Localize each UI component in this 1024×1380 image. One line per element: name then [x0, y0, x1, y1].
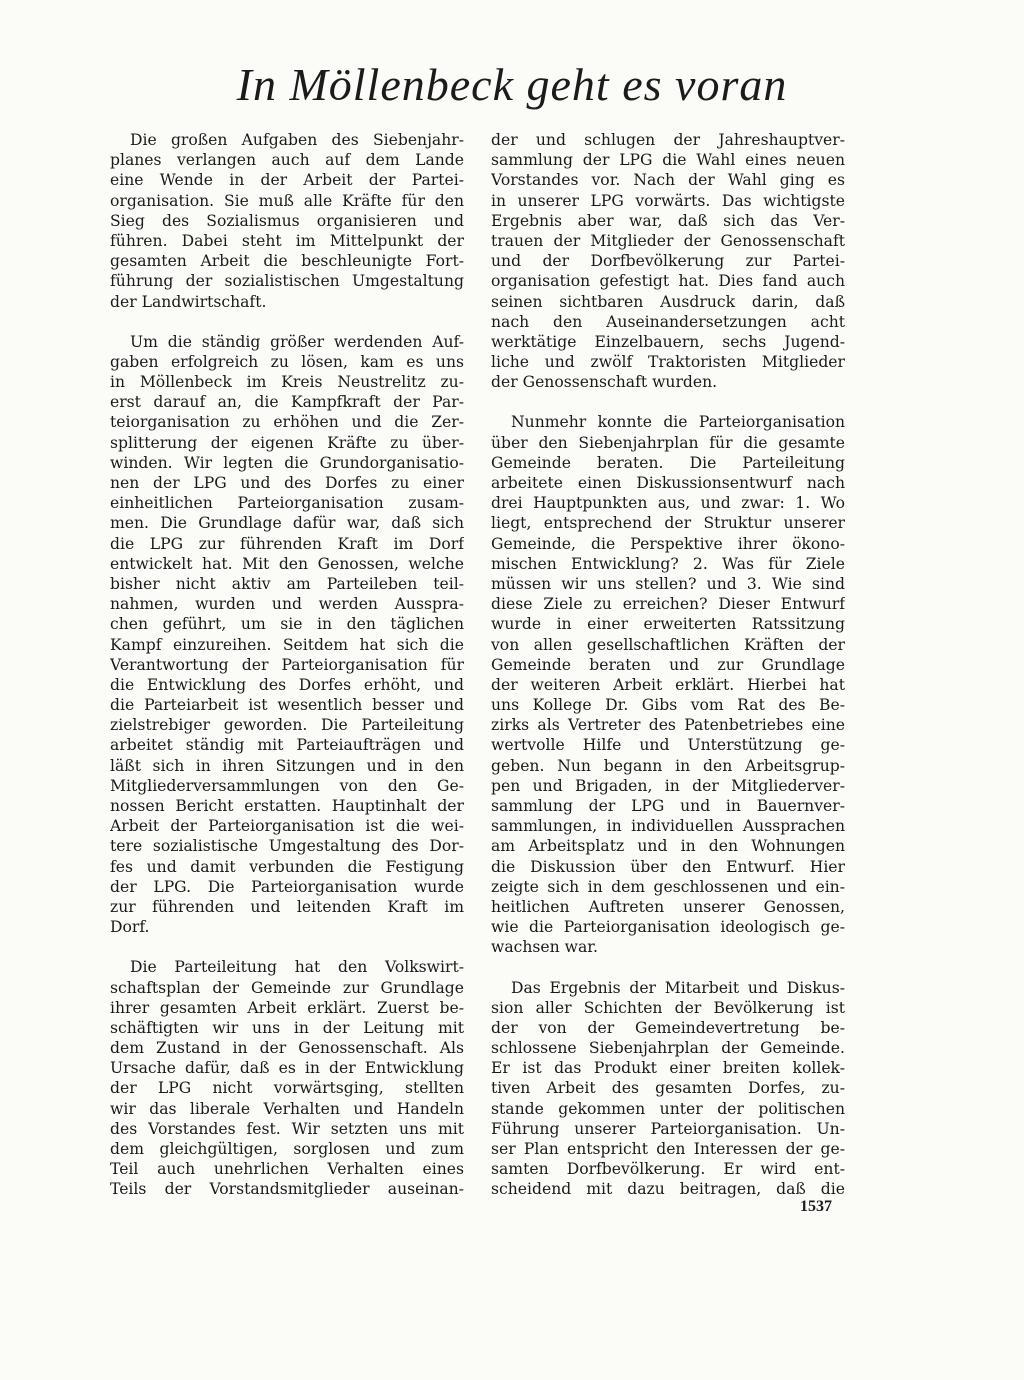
text-line: liegt, entsprechend der Struktur unserer	[491, 514, 845, 533]
right-column	[491, 130, 845, 1220]
text-line: müssen wir uns stellen? und 3. Wie sind	[491, 574, 845, 593]
text-line: geben. Nun begann in den Arbeitsgrup-	[491, 756, 845, 775]
text-line: der weiteren Arbeit erklärt. Hierbei hat	[491, 675, 845, 694]
text-line: planes verlangen auch auf dem Lande	[110, 151, 464, 170]
text-line: splitterung der eigenen Kräfte zu über-	[110, 433, 464, 452]
text-line: in Möllenbeck im Kreis Neustrelitz zu-	[110, 373, 464, 392]
text-line: bisher nicht aktiv am Parteileben teil-	[110, 574, 464, 593]
text-line: Gemeinde, die Perspektive ihrer ökono-	[491, 534, 845, 553]
text-line: entwickelt hat. Mit den Genossen, welche	[110, 554, 464, 573]
text-line: diese Ziele zu erreichen? Dieser Entwurf	[491, 595, 845, 614]
text-line: der und schlugen der Jahreshauptver-	[491, 131, 845, 149]
text-line: Ergebnis aber war, daß sich das Ver-	[491, 211, 845, 230]
text-line: von allen gesellschaftlichen Kräften der	[491, 635, 845, 654]
text-line: sion aller Schichten der Bevölkerung ist	[491, 998, 845, 1017]
text-line: ihrer gesamten Arbeit erklärt. Zuerst be-	[110, 998, 464, 1017]
paragraph	[110, 332, 464, 938]
text-line: teiorganisation zu erhöhen und die Zer-	[110, 413, 464, 432]
text-line: über den Siebenjahrplan für die gesamte	[491, 433, 845, 452]
text-line: wachsen war.	[491, 938, 598, 957]
text-line: heitlichen Auftreten unserer Genossen,	[491, 897, 845, 916]
text-line: Nunmehr konnte die Parteiorganisation	[511, 413, 845, 432]
text-line: die Entwicklung des Dorfes erhöht, und	[110, 675, 464, 694]
text-line: drei Hauptpunkten aus, und zwar: 1. Wo	[491, 494, 845, 513]
text-line: tere sozialistische Umgestaltung des Dor-	[110, 837, 464, 856]
text-line: in unserer LPG vorwärts. Das wichtigste	[491, 191, 845, 210]
text-line: wie die Parteiorganisation ideologisch ge-	[491, 918, 845, 937]
text-line: men. Die Grundlage dafür war, daß sich	[110, 514, 464, 533]
text-line: nach den Auseinandersetzungen acht	[491, 312, 845, 331]
left-column	[110, 130, 464, 1220]
text-line: Dorf.	[110, 918, 150, 937]
article-title: In Möllenbeck geht es voran	[236, 59, 788, 110]
text-line: trauen der Mitglieder der Genossenschaft	[491, 231, 845, 250]
text-line: Gemeinde beraten und zur Grundlage	[491, 655, 845, 674]
text-line: führen. Dabei steht im Mittelpunkt der	[110, 231, 464, 250]
text-line: organisation gefestigt hat. Dies fand auch	[491, 272, 845, 291]
text-line: schäftigten wir uns in der Leitung mit	[110, 1018, 464, 1037]
paragraph	[491, 978, 845, 1200]
text-line: am Arbeitsplatz und in den Wohnungen	[491, 837, 845, 856]
text-line: Verantwortung der Parteiorganisation für	[110, 655, 464, 674]
text-line: chen geführt, um sie in den täglichen	[110, 615, 464, 634]
text-line: gaben erfolgreich zu lösen, kam es uns	[110, 352, 464, 371]
text-line: werktätige Einzelbauern, sechs Jugend-	[491, 332, 845, 351]
text-line: wir das liberale Verhalten und Handeln	[110, 1099, 464, 1118]
text-line: die LPG zur führenden Kraft im Dorf	[110, 534, 464, 553]
text-line: Kampf einzureihen. Seitdem hat sich die	[110, 635, 464, 654]
text-line: samten Dorfbevölkerung. Er wird ent-	[491, 1160, 845, 1179]
text-line: mischen Entwicklung? 2. Was für Ziele	[491, 554, 845, 573]
text-line: tiven Arbeit des gesamten Dorfes, zu-	[491, 1079, 845, 1098]
text-line: wurde in einer erweiterten Ratssitzung	[491, 615, 845, 634]
paragraph	[110, 957, 464, 1199]
text-line: arbeitete einen Diskussionsentwurf nach	[491, 474, 845, 492]
text-line: Sieg des Sozialismus organisieren und	[110, 211, 464, 230]
text-line: nossen Bericht erstatten. Hauptinhalt der	[110, 797, 464, 815]
text-line: des Vorstandes fest. Wir setzten uns mit	[110, 1119, 464, 1138]
text-line: Die großen Aufgaben des Siebenjahr-	[130, 131, 464, 149]
text-line: zielstrebiger geworden. Die Parteileitung	[110, 716, 464, 735]
text-line: fes und damit verbunden die Festigung	[110, 857, 464, 876]
text-line: uns Kollege Dr. Gibs vom Rat des Be-	[491, 696, 845, 715]
text-line: sammlung der LPG und in Bauernver-	[491, 797, 845, 815]
text-line: dem gleichgültigen, sorglosen und zum	[110, 1140, 464, 1158]
text-line: die Parteiarbeit ist wesentlich besser und	[110, 696, 464, 715]
text-line: Er ist das Produkt einer breiten kollek-	[491, 1059, 845, 1078]
text-line: und der Dorfbevölkerung zur Partei-	[491, 252, 845, 271]
text-line: scheidend mit dazu beitragen, daß die	[491, 1180, 845, 1199]
text-line: winden. Wir legten die Grundorganisatio-	[110, 453, 464, 472]
text-line: Führung unserer Parteiorganisation. Un-	[491, 1119, 845, 1138]
text-line: Die Parteileitung hat den Volkswirt-	[130, 958, 464, 977]
text-line: der LPG. Die Parteiorganisation wurde	[110, 877, 464, 896]
text-line: Ursache dafür, daß es in der Entwicklung	[110, 1059, 464, 1078]
text-line: dem Zustand in der Genossenschaft. Als	[110, 1039, 464, 1058]
paragraph	[110, 130, 464, 312]
text-line: Teil auch unehrlichen Verhalten eines	[110, 1160, 464, 1179]
text-line: zirks als Vertreter des Patenbetriebes eine	[491, 716, 845, 735]
text-line: liche und zwölf Traktoristen Mitglieder	[491, 353, 845, 372]
text-line: eine Wende in der Arbeit der Partei-	[110, 171, 464, 190]
text-line: die Diskussion über den Entwurf. Hier	[491, 857, 845, 876]
text-line: einheitlichen Parteiorganisation zusam-	[110, 494, 464, 513]
text-line: der Landwirtschaft.	[110, 292, 267, 311]
text-line: Das Ergebnis der Mitarbeit und Diskus-	[511, 978, 845, 997]
text-line: gesamten Arbeit die beschleunigte Fort-	[110, 252, 464, 271]
text-line: stande gekommen unter der politischen	[491, 1099, 845, 1118]
text-line: seinen sichtbaren Ausdruck darin, daß	[491, 292, 845, 311]
text-line: erst darauf an, die Kampfkraft der Par-	[110, 393, 464, 412]
text-line: Teils der Vorstandsmitglieder auseinan-	[110, 1180, 464, 1199]
text-line: der Genossenschaft wurden.	[491, 373, 718, 392]
text-line: ser Plan entspricht den Interessen der ge-	[491, 1140, 845, 1158]
text-line: der von der Gemeindevertretung be-	[491, 1018, 845, 1037]
paragraph	[491, 412, 845, 957]
page-number: 1537	[800, 1198, 832, 1215]
text-line: zur führenden und leitenden Kraft im	[110, 897, 464, 916]
text-line: zeigte sich in dem geschlossenen und ein-	[491, 877, 845, 896]
text-line: sammlungen, in individuellen Aussprachen	[491, 817, 845, 836]
text-line: arbeitet ständig mit Parteiaufträgen und	[110, 736, 464, 755]
text-line: Arbeit der Parteiorganisation ist die wei-	[110, 817, 464, 836]
text-line: Mitgliederversammlungen von den Ge-	[110, 776, 464, 795]
text-line: organisation. Sie muß alle Kräfte für den	[110, 191, 464, 210]
text-line: wertvolle Hilfe und Unterstützung ge-	[491, 736, 845, 755]
text-line: der LPG nicht vorwärtsging, stellten	[110, 1079, 464, 1098]
text-line: schaftsplan der Gemeinde zur Grundlage	[110, 978, 464, 997]
text-line: pen und Brigaden, in der Mitgliederver-	[491, 776, 845, 795]
text-line: sammlung der LPG die Wahl eines neuen	[491, 151, 845, 170]
text-line: nen der LPG und des Dorfes zu einer	[110, 474, 464, 492]
text-line: Vorstandes vor. Nach der Wahl ging es	[491, 171, 845, 190]
text-line: Um die ständig größer werdenden Auf-	[130, 332, 464, 351]
text-line: nahmen, wurden und werden Ausspra-	[110, 595, 464, 614]
text-line: führung der sozialistischen Umgestaltung	[110, 272, 464, 291]
text-line: schlossene Siebenjahrplan der Gemeinde.	[491, 1039, 845, 1058]
paragraph	[491, 130, 845, 392]
text-line: läßt sich in ihren Sitzungen und in den	[110, 756, 464, 775]
text-line: Gemeinde beraten. Die Parteileitung	[491, 453, 845, 472]
